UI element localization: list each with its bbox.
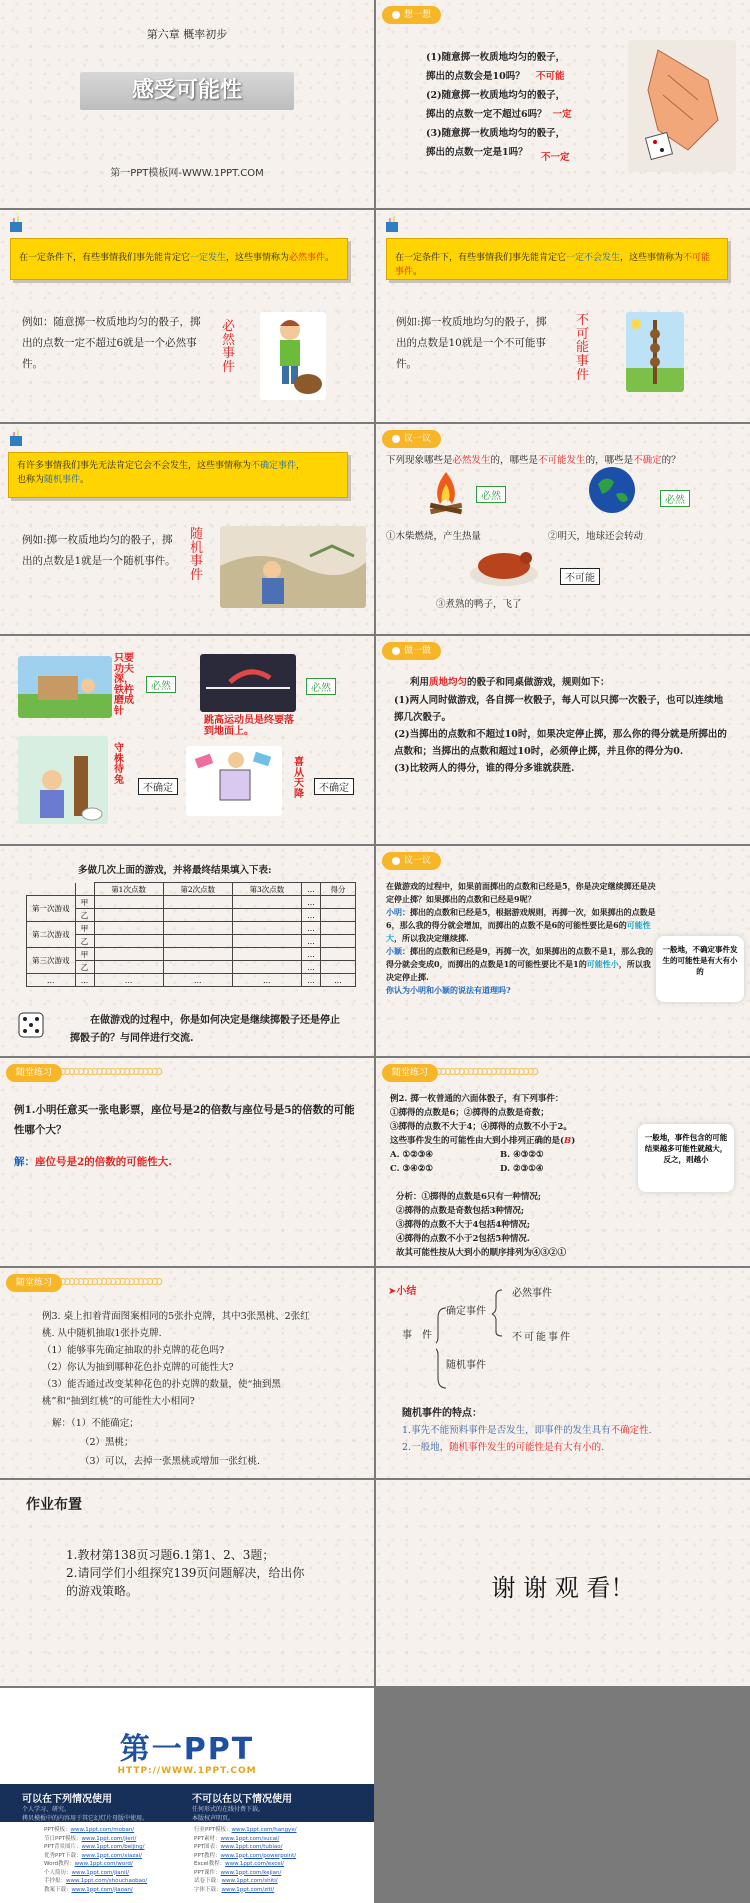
fire-wood-illustration (426, 470, 466, 516)
can-use-title: 可以在下列情况使用 (22, 1794, 112, 1805)
example-text: 例如:掷一枚质地均匀的骰子，掷出的点数是10就是一个不可能事件。 (396, 316, 547, 370)
section-tab: 随堂练习 (6, 1064, 62, 1082)
copyright-link-row (44, 1877, 147, 1886)
copyright-link-row (44, 1843, 147, 1852)
definition-box: 在一定条件下，有些事情我们事先能肯定它一定发生，这些事情称为必然事件。 (10, 238, 348, 280)
copyright-link-row (194, 1826, 297, 1835)
feature-list: 1.事先不能预料事件是否发生，即事件的发生具有不确定性. 2.一般地，随机事件发生的可能性是有大有小的. (402, 1425, 652, 1453)
question-block: (1)随意掷一枚质地均匀的骰子， 掷出的点数会是10吗？ 不可能 (2)随意掷一枚质地均匀的骰子， 掷出的点数一定不超过6吗？ 一定 (3)随意掷一枚质地均匀的骰子， 掷出的点数一定是1吗？ 不一定 (426, 52, 572, 163)
links-right (194, 1826, 297, 1894)
copyright-link-row (44, 1860, 147, 1869)
link-label: 优秀PPT下载： (44, 1852, 82, 1859)
copyright-link[interactable]: www.1ppt.com/shiti/ (221, 1878, 278, 1884)
copyright-link-row (194, 1869, 297, 1878)
slide-homework (0, 1480, 374, 1686)
copyright-link[interactable]: www.1ppt.com/jieri/ (81, 1835, 137, 1842)
pencil-cup-icon (382, 216, 404, 234)
pencil-icon (392, 647, 400, 655)
slide-exercise-1 (0, 1058, 374, 1266)
copyright-link[interactable]: www.1ppt.com/jiaoan/ (71, 1886, 133, 1893)
slide-game-rules (376, 636, 750, 844)
rule-3: (3)比较两人的得分，谁的得分多谁就获胜. (394, 763, 575, 774)
copyright-link-row (194, 1886, 297, 1895)
idiom-label: 只要功夫深，铁杵磨成针 (114, 653, 134, 717)
can-use-desc: 个人学习、研究。 拷贝模板中的内容用于其它幻灯片母版中使用。 (22, 1806, 149, 1822)
section-tab: 想一想 (382, 6, 441, 24)
exercise-analysis: 分析：①掷得的点数是6只有一种情况; ②掷得的点数是奇数包括3种情况; ③掷得的点数不大于4包括4种情况; ④掷得的点数不小于2包括5种情况. 故其可能性按从大到小的顺序排列为④③②① (396, 1192, 567, 1258)
site-label: 第一PPT模板网-WWW.1PPT.COM (110, 168, 264, 179)
monkeys-tree-illustration (626, 312, 684, 392)
copyright-link[interactable]: www.1ppt.com/beijing/ (81, 1844, 145, 1850)
homework-title: 作业布置 (26, 1497, 82, 1513)
copyright-link-row (194, 1877, 297, 1886)
grinding-rod-illustration (18, 656, 112, 718)
tree-leaf-impossible: 不可能事件 (512, 1332, 572, 1343)
tree-leaf-certain: 必然事件 (512, 1288, 552, 1299)
high-jump-illustration (200, 654, 296, 712)
case-2: ②明天，地球还会转动 (548, 531, 644, 542)
link-label: PPT模板： (44, 1827, 71, 1833)
hand-dice-illustration (628, 40, 736, 172)
copyright-link-row (44, 1826, 147, 1835)
bulb-icon (392, 435, 400, 443)
copyright-link[interactable]: www.1ppt.com/tubiao/ (220, 1844, 283, 1850)
copyright-link-row (44, 1835, 147, 1844)
slide-record-table (0, 846, 374, 1056)
earth-globe-illustration (588, 466, 636, 514)
judgement-tag: 不可能 (560, 568, 600, 585)
brand-url: HTTP://WWW.1PPT.COM (117, 1766, 257, 1776)
example-text: 例如:掷一枚质地均匀的骰子，掷出的点数是1就是一个随机事件。 (22, 534, 176, 567)
dice-icon (18, 1012, 44, 1038)
definition-box: 在一定条件下，有些事情我们事先能肯定它一定不会发生，这些事情称为不可能事件。 (386, 238, 728, 280)
judgement-tag: 必然 (306, 678, 336, 695)
score-table: 第1次点数 第2次点数 第3次点数 … 得分 第一次游戏 甲 … 乙 … 第二次游戏 甲 … 乙 … 第三次游戏 甲 … 乙 … … … … … … … … (26, 882, 356, 987)
arrow-icon: ➤ (388, 1286, 397, 1297)
link-label: 教案下载： (44, 1886, 72, 1893)
reflection-question: 在做游戏的过程中，你是如何决定是继续掷骰子还是停止掷骰子的？与同伴进行交流. (70, 1015, 340, 1044)
link-label: 字体下载： (194, 1886, 222, 1893)
slide-copyright (0, 1688, 374, 1903)
note-callout: 一般地，事件包含的可能结果越多可能性就越大，反之，则越小 (638, 1124, 734, 1192)
bulb-icon (392, 11, 400, 19)
copyright-link-row (194, 1843, 297, 1852)
tree-branch-random: 随机事件 (446, 1360, 486, 1371)
links-left (44, 1826, 147, 1894)
idiom-label: 跳高运动员是终要落到地面上。 (204, 715, 294, 737)
copyright-link[interactable]: www.1ppt.com/ziti/ (221, 1886, 275, 1893)
event-type-label: 必然事件 (222, 319, 236, 375)
pencil-cup-icon (6, 216, 28, 234)
discussion-body: 在做游戏的过程中，如果前面掷出的点数和已经是5，你是决定继续掷还是决定停止掷？如果掷出的点数和已经是9呢？ 小明：掷出的点数和已经是5，根据游戏规则，再掷一次，如果掷出的点数是6，那么我的得分就会增加，而掷出的点数不是6的可能性要比是6的可能性大，所以我决定继续掷. 小颖：掷出的点数和已经是9，再掷一次，如果掷出的点数不是1，那么我的得分就会变成0，而掷出的点数是1的可能性要比不是1的可能性小，所以我决定停止掷. 你认为小明和小颖的说法有道理吗? (386, 881, 656, 995)
copyright-link-row (194, 1852, 297, 1861)
feature-title: 随机事件的特点： (402, 1408, 482, 1419)
slide-certain-event (0, 210, 374, 422)
copyright-link[interactable]: www.1ppt.com/hangye/ (231, 1827, 297, 1833)
section-tab: 随堂练习 (382, 1064, 438, 1082)
game-rules (394, 692, 732, 777)
tree-stump-rabbit-illustration (18, 736, 108, 824)
slide-title (0, 0, 374, 208)
copyright-link[interactable]: www.1ppt.com/kejian/ (220, 1869, 282, 1876)
slide-impossible-event (376, 210, 750, 422)
case-1: ①木柴燃烧，产生热量 (386, 531, 482, 542)
pencil-cup-icon (6, 430, 28, 448)
slide-thanks (376, 1480, 750, 1686)
ring-decoration: ↄↄↄↄↄↄↄↄↄↄↄↄↄↄↄↄↄↄↄↄↄↄ (60, 1274, 162, 1288)
exercise-question: 例1.小明任意买一张电影票，座位号是2的倍数与座位号是5的倍数的可能性哪个大？ (14, 1104, 355, 1136)
note-callout: 一般地，不确定事件发生的可能性是有大有小的 (656, 936, 744, 1002)
section-tab: 议一议 (382, 430, 441, 448)
copyright-link-row (44, 1852, 147, 1861)
link-label: PPT课件： (194, 1869, 221, 1876)
rule-1: (1)两人同时做游戏，各自掷一枚骰子，每人可以只掷一次骰子，也可以连续地掷几次骰子。 (394, 695, 724, 723)
ring-decoration: ↄↄↄↄↄↄↄↄↄↄↄↄↄↄↄↄↄↄↄↄↄↄ (436, 1064, 538, 1078)
event-type-label: 随机事件 (190, 527, 204, 583)
copyright-link[interactable]: www.1ppt.com/excel/ (225, 1861, 285, 1867)
copyright-link-row (194, 1860, 297, 1869)
homework-list: 1.教材第138页习题6.1第1、2、3题； 2.请同学们小组探究139页问题解决，给出你的游戏策略。 (66, 1548, 305, 1598)
judgement-tag: 不确定 (138, 778, 178, 795)
links-area (0, 1822, 374, 1903)
cannot-use-title: 不可以在以下情况使用 (192, 1794, 292, 1805)
roast-duck-illustration (466, 544, 542, 588)
link-label: Word教程： (44, 1861, 75, 1867)
section-tab: 议一议 (382, 852, 441, 870)
question-text: 下列现象哪些是必然发生的，哪些是不可能发生的，哪些是不确定的？ (386, 455, 681, 466)
link-label: Excel教程： (194, 1861, 226, 1867)
slide-idioms (0, 636, 374, 844)
tree-brace-sub (492, 1288, 512, 1338)
link-label: 手抄报： (44, 1878, 67, 1884)
example-text: 例如：随意掷一枚质地均匀的骰子，掷出的点数一定不超过6就是一个必然事件。 (22, 316, 201, 370)
link-label: PPT教程： (194, 1852, 221, 1859)
idiom-label: 喜从天降 (294, 757, 304, 800)
ring-decoration: ↄↄↄↄↄↄↄↄↄↄↄↄↄↄↄↄↄↄↄↄↄↄ (60, 1064, 162, 1078)
slide-summary (376, 1268, 750, 1478)
table-heading: 多做几次上面的游戏，并将最终结果填入下表: (78, 865, 272, 876)
judgement-tag: 必然 (146, 676, 176, 693)
thanks-text: 谢 谢 观 看！ (491, 1574, 635, 1602)
definition-box: 有许多事情我们事先无法肯定它会不会发生，这些事情称为不确定事件， 也称为随机事件。 (8, 452, 348, 498)
copyright-link-row (194, 1835, 297, 1844)
judgement-tag: 必然 (476, 486, 506, 503)
brand-logo: 第一PPT (119, 1732, 255, 1767)
link-label: PPT素材： (194, 1835, 221, 1842)
tree-branch-determined: 确定事件 (446, 1306, 486, 1317)
copyright-link-row (44, 1886, 147, 1895)
exercise-question: 例2. 掷一枚普通的六面体骰子，有下列事件： ①掷得的点数是6；②掷得的点数是奇数； ③掷得的点数不大于4；④掷得的点数不小于2。 这些事件发生的可能性由大到小排列正确的是(B) A. ①②③④ B. ④③②① C. ③④②① D. ②③①④ (390, 1094, 576, 1174)
copyright-link[interactable]: www.1ppt.com/sucai/ (220, 1835, 280, 1842)
link-label: 个人简历： (44, 1869, 72, 1876)
page-title: 感受可能性 (131, 78, 242, 103)
copyright-link[interactable]: www.1ppt.com/word/ (74, 1861, 133, 1867)
waiting-rabbit-illustration (220, 526, 366, 608)
copyright-link[interactable]: www.1ppt.com/xiazai/ (81, 1852, 143, 1859)
copyright-link[interactable]: www.1ppt.com/jianli/ (71, 1869, 130, 1876)
event-type-label: 不可能事件 (576, 313, 590, 383)
copyright-link[interactable]: www.1ppt.com/powerpoint/ (220, 1852, 297, 1859)
copyright-link-row (44, 1869, 147, 1878)
falling-gift-illustration (186, 746, 282, 816)
exercise-answer: 解：座位号是2的倍数的可能性大. (14, 1156, 172, 1168)
link-label: 试卷下载： (194, 1878, 222, 1884)
exercise-question: 例3. 桌上扣着背面图案相同的5张扑克牌，其中3张黑桃、2张红桃. 从中随机抽取1张扑克牌. （1）能够事先确定抽取的扑克牌的花色吗? （2）你认为抽到哪种花色扑克牌的可能性大? （3）能否通过改变某种花色的扑克牌的数量，使“抽到黑桃”和“抽到红桃”的可能性大小相同? (42, 1311, 310, 1407)
copyright-link[interactable]: www.1ppt.com/shouchaobao/ (66, 1878, 148, 1884)
title-banner (80, 72, 294, 110)
slide-discuss (376, 424, 750, 634)
chapter-label: 第六章 概率初步 (146, 28, 228, 41)
link-label: PPT图表： (194, 1844, 221, 1850)
cannot-use-desc: 任何形式的在线付费下载。 本版权声明页。 (192, 1806, 265, 1822)
link-label: 行业PPT模板： (194, 1827, 232, 1833)
exercise-answer: 解：（1）不能确定； （2）黑桃； （3）可以，去掉一张黑桃或增加一张红桃. (52, 1418, 261, 1467)
section-tab: 随堂练习 (6, 1274, 62, 1292)
rule-2: (2)当掷出的点数和不超过10时，如果决定停止掷，那么你的得分就是所掷出的点数和；当掷出的点数和超过10时，必须停止掷，并且你的得分为0. (394, 729, 727, 757)
summary-title: ➤小结 (388, 1286, 417, 1297)
slide-discussion-reasoning (376, 846, 750, 1056)
slide-exercise-3 (0, 1268, 374, 1478)
bulb-icon (392, 857, 400, 865)
judgement-tag: 必然 (660, 490, 690, 507)
copyright-link[interactable]: www.1ppt.com/moban/ (70, 1827, 135, 1833)
game-intro: 利用质地均匀的骰子和同桌做游戏，规则如下： (410, 677, 610, 688)
slide-think (376, 0, 750, 208)
link-label: 节日PPT模板： (44, 1835, 82, 1842)
tree-root: 事 件 (402, 1330, 432, 1341)
section-tab: 做一做 (382, 642, 441, 660)
idiom-label: 守株待兔 (114, 743, 124, 786)
slide-random-event (0, 424, 374, 634)
copyright-panel (0, 1784, 374, 1903)
judgement-tag: 不确定 (314, 778, 354, 795)
slide-exercise-2 (376, 1058, 750, 1266)
link-label: PPT背景图片： (44, 1844, 82, 1850)
boy-pot-illustration (260, 312, 326, 400)
case-3: ③煮熟的鸭子，飞了 (436, 599, 522, 610)
